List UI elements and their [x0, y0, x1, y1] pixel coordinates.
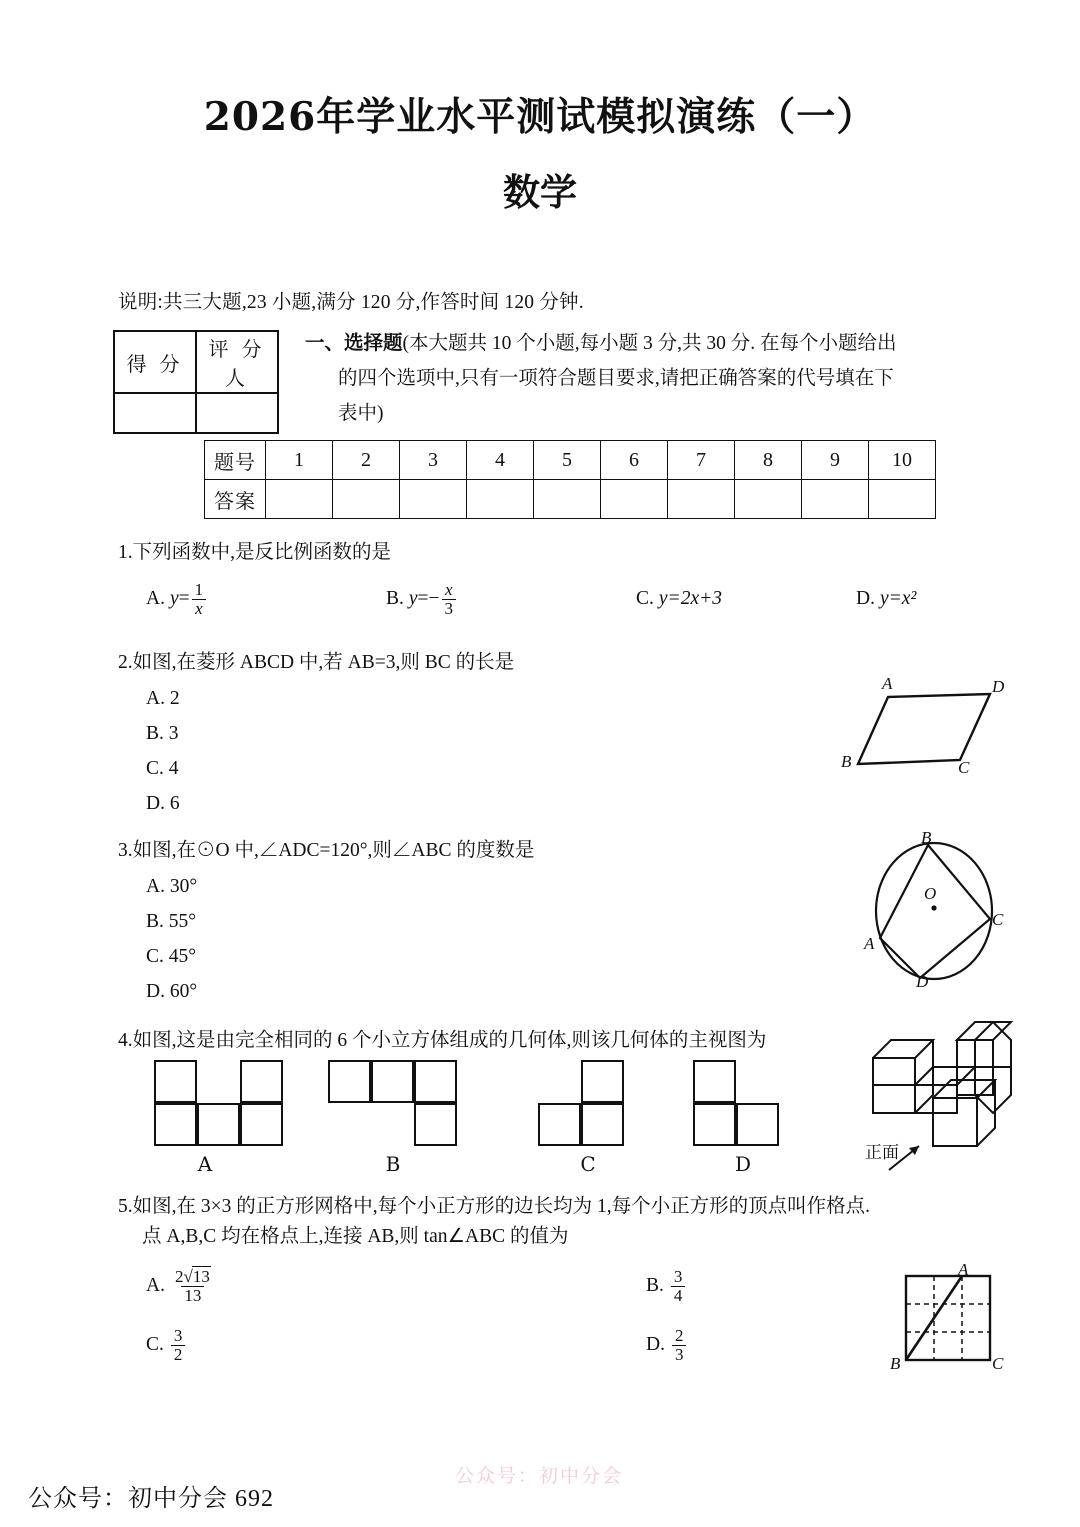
option-c[interactable]	[146, 1327, 646, 1364]
answer-cell[interactable]	[869, 480, 936, 519]
option-b-denominator: 4	[671, 1286, 686, 1305]
option-a-radicand: 13	[192, 1267, 210, 1286]
table-row	[205, 480, 936, 519]
option-b-caption: B	[385, 1152, 401, 1176]
option-c-fraction	[171, 1327, 186, 1364]
option-b[interactable]	[646, 1268, 687, 1305]
grid-cell	[581, 1060, 624, 1103]
circle-quad-figure	[858, 828, 1018, 991]
circle-label-b: B	[921, 828, 932, 847]
option-b[interactable]	[318, 1060, 468, 1176]
answer-grid-number: 10	[869, 441, 936, 480]
score-cell-grader[interactable]	[196, 393, 278, 433]
table-row	[205, 441, 936, 480]
score-header-points: 得 分	[114, 331, 196, 393]
option-c[interactable]	[528, 1060, 648, 1176]
answer-cell[interactable]	[534, 480, 601, 519]
circle-label-d: D	[916, 972, 929, 991]
answer-grid-number: 9	[802, 441, 869, 480]
answer-grid-number: 8	[735, 441, 802, 480]
grid-cell	[693, 1060, 736, 1103]
rhombus-label-c: C	[958, 758, 970, 777]
option-a-coefficient: 2	[174, 1267, 184, 1286]
option-c[interactable]: C. 4	[146, 758, 179, 779]
page-title: 2026年学业水平测试模拟演练（一）	[203, 94, 877, 140]
answer-cell[interactable]	[333, 480, 400, 519]
answer-grid	[204, 440, 936, 519]
option-b[interactable]: B. 55°	[146, 911, 197, 932]
grid-3x3-figure	[888, 1260, 1018, 1376]
question-2-number: 2.	[118, 652, 133, 673]
question-5-number: 5.	[118, 1196, 133, 1217]
question-1-text	[118, 538, 998, 568]
question-5-options	[118, 1268, 998, 1363]
grid-cell	[240, 1103, 283, 1146]
option-d-numerator: 2	[674, 1325, 684, 1345]
sqrt-icon: √13	[183, 1267, 210, 1286]
section-one-line2: 的四个选项中,只有一项符合题目要求,请把正确答案的代号填在下	[338, 368, 894, 389]
option-d-denominator: 3	[672, 1345, 687, 1364]
option-b-numerator: x	[445, 580, 453, 599]
answer-cell[interactable]	[802, 480, 869, 519]
answer-cell[interactable]	[668, 480, 735, 519]
question-3-stem: 如图,在⊙O 中,∠ADC=120°,则∠ABC 的度数是	[132, 840, 535, 861]
answer-cell[interactable]	[735, 480, 802, 519]
option-d-caption: D	[734, 1152, 752, 1176]
question-2-stem: 如图,在菱形 ABCD 中,若 AB=3,则 BC 的长是	[132, 652, 515, 673]
grid-cell	[328, 1060, 371, 1103]
option-b-numerator: 3	[673, 1267, 683, 1286]
question-5-stem-line2: 点 A,B,C 均在格点上,连接 AB,则 tan∠ABC 的值为	[142, 1226, 569, 1247]
rhombus-label-d: D	[992, 677, 1005, 696]
section-one-label: 一、选择题	[305, 333, 403, 354]
grid-cell	[581, 1103, 624, 1146]
grid-label-a: A	[958, 1260, 969, 1279]
score-table	[113, 330, 279, 434]
option-d[interactable]	[856, 581, 916, 618]
option-d-letter: D.	[856, 588, 875, 610]
grid-cell	[371, 1060, 414, 1103]
question-5-stem-line1: 如图,在 3×3 的正方形网格中,每个小正方形的边长均为 1,每个小正方形的顶点叫作格点.	[132, 1196, 870, 1217]
option-b-var: y	[408, 588, 418, 610]
option-b-letter: B.	[646, 1275, 664, 1297]
grid-cell	[154, 1060, 197, 1103]
option-a[interactable]	[140, 1060, 270, 1176]
option-a-letter: A.	[146, 588, 165, 610]
answer-cell[interactable]	[400, 480, 467, 519]
option-a-fraction	[192, 581, 207, 618]
answer-grid-number: 1	[266, 441, 333, 480]
option-a-caption: A	[197, 1152, 213, 1176]
option-b-eq: =	[417, 588, 429, 610]
answer-grid-number: 6	[601, 441, 668, 480]
circle-label-o: O	[924, 884, 937, 903]
grid-cell	[693, 1103, 736, 1146]
option-d-letter: D.	[646, 1334, 665, 1356]
grid-cell	[538, 1103, 581, 1146]
question-4-stem: 如图,这是由完全相同的 6 个小立方体组成的几何体,则该几何体的主视图为	[132, 1030, 767, 1051]
question-1-options	[118, 581, 998, 618]
option-a-denominator: x	[195, 598, 203, 618]
question-5	[118, 1192, 998, 1363]
option-c[interactable]	[636, 581, 856, 618]
front-view-caption: 正面	[865, 1143, 899, 1163]
option-a-denominator: 13	[181, 1286, 204, 1305]
option-d[interactable]	[683, 1060, 803, 1176]
answer-grid-number: 2	[333, 441, 400, 480]
answer-grid-number: 7	[668, 441, 735, 480]
option-b-denominator: 3	[442, 599, 457, 618]
score-header-grader: 评 分 人	[196, 331, 278, 393]
grid-cell	[414, 1060, 457, 1103]
option-a-fraction	[172, 1268, 214, 1305]
option-a[interactable]	[146, 1268, 646, 1305]
question-1-stem: 下列函数中,是反比例函数的是	[132, 542, 392, 563]
grid-cell	[240, 1060, 283, 1103]
circle-label-a: A	[864, 934, 875, 953]
rhombus-label-b: B	[841, 752, 852, 771]
option-c-letter: C.	[146, 1334, 164, 1356]
grid-label-c: C	[992, 1354, 1004, 1373]
option-a-eq: =	[178, 588, 190, 610]
subject-title: 数学	[503, 169, 577, 214]
option-b-sign: −	[428, 588, 440, 610]
option-d[interactable]: D. 6	[146, 793, 180, 814]
exam-instruction: 说明:共三大题,23 小题,满分 120 分,作答时间 120 分钟.	[118, 292, 584, 313]
circle-label-c: C	[992, 910, 1004, 929]
grid-label-b: B	[890, 1354, 901, 1373]
option-c-numerator: 3	[173, 1325, 183, 1345]
answer-grid-row-label-number: 题号	[205, 441, 266, 480]
grid-cell	[736, 1103, 779, 1146]
option-a-numerator: 1	[194, 580, 204, 599]
cube-solid-figure	[855, 1018, 1025, 1178]
option-b-letter: B.	[386, 588, 404, 610]
grid-cell	[197, 1103, 240, 1146]
option-a[interactable]	[146, 581, 386, 618]
rhombus-label-a: A	[882, 674, 893, 693]
question-1-number: 1.	[118, 542, 133, 563]
option-d[interactable]	[646, 1327, 688, 1364]
option-c-letter: C.	[636, 588, 654, 610]
question-3-number: 3.	[118, 840, 133, 861]
option-b[interactable]: B. 3	[146, 723, 179, 744]
grid-cell	[154, 1103, 197, 1146]
grid-cell	[414, 1103, 457, 1146]
option-a-var: y	[169, 588, 179, 610]
option-a-letter: A.	[146, 1275, 165, 1297]
score-cell-points[interactable]	[114, 393, 196, 433]
footer-text: 公众号：初中分会 692	[28, 1486, 274, 1512]
page-header	[0, 0, 1080, 216]
question-4-number: 4.	[118, 1030, 133, 1051]
section-one-line1: (本大题共 10 个小题,每小题 3 分,共 30 分. 在每个小题给出	[402, 333, 897, 354]
option-b-fraction	[671, 1268, 686, 1305]
option-d-expression: y=x²	[879, 588, 917, 610]
option-b-fraction	[442, 581, 457, 618]
question-5-text	[118, 1192, 998, 1252]
option-b[interactable]	[386, 581, 636, 618]
question-1	[118, 538, 998, 618]
answer-cell[interactable]	[467, 480, 534, 519]
option-c-denominator: 2	[171, 1345, 186, 1364]
option-a[interactable]: A. 30°	[146, 876, 198, 897]
answer-grid-number: 3	[400, 441, 467, 480]
option-c[interactable]: C. 45°	[146, 946, 197, 967]
option-d[interactable]: D. 60°	[146, 981, 198, 1002]
option-a[interactable]: A. 2	[146, 688, 180, 709]
rhombus-svg	[840, 672, 1015, 787]
answer-cell[interactable]	[601, 480, 668, 519]
answer-grid-number: 5	[534, 441, 601, 480]
option-c-caption: C	[580, 1152, 596, 1176]
section-one-heading	[305, 326, 995, 431]
option-c-expression: y=2x+3	[658, 588, 723, 610]
rhombus-figure	[840, 672, 1015, 787]
answer-grid-number: 4	[467, 441, 534, 480]
section-one-line3: 表中)	[338, 403, 384, 424]
answer-grid-row-label-answer: 答案	[205, 480, 266, 519]
option-d-fraction	[672, 1327, 687, 1364]
answer-cell[interactable]	[266, 480, 333, 519]
watermark: 公众号：初中分会	[455, 1466, 624, 1487]
